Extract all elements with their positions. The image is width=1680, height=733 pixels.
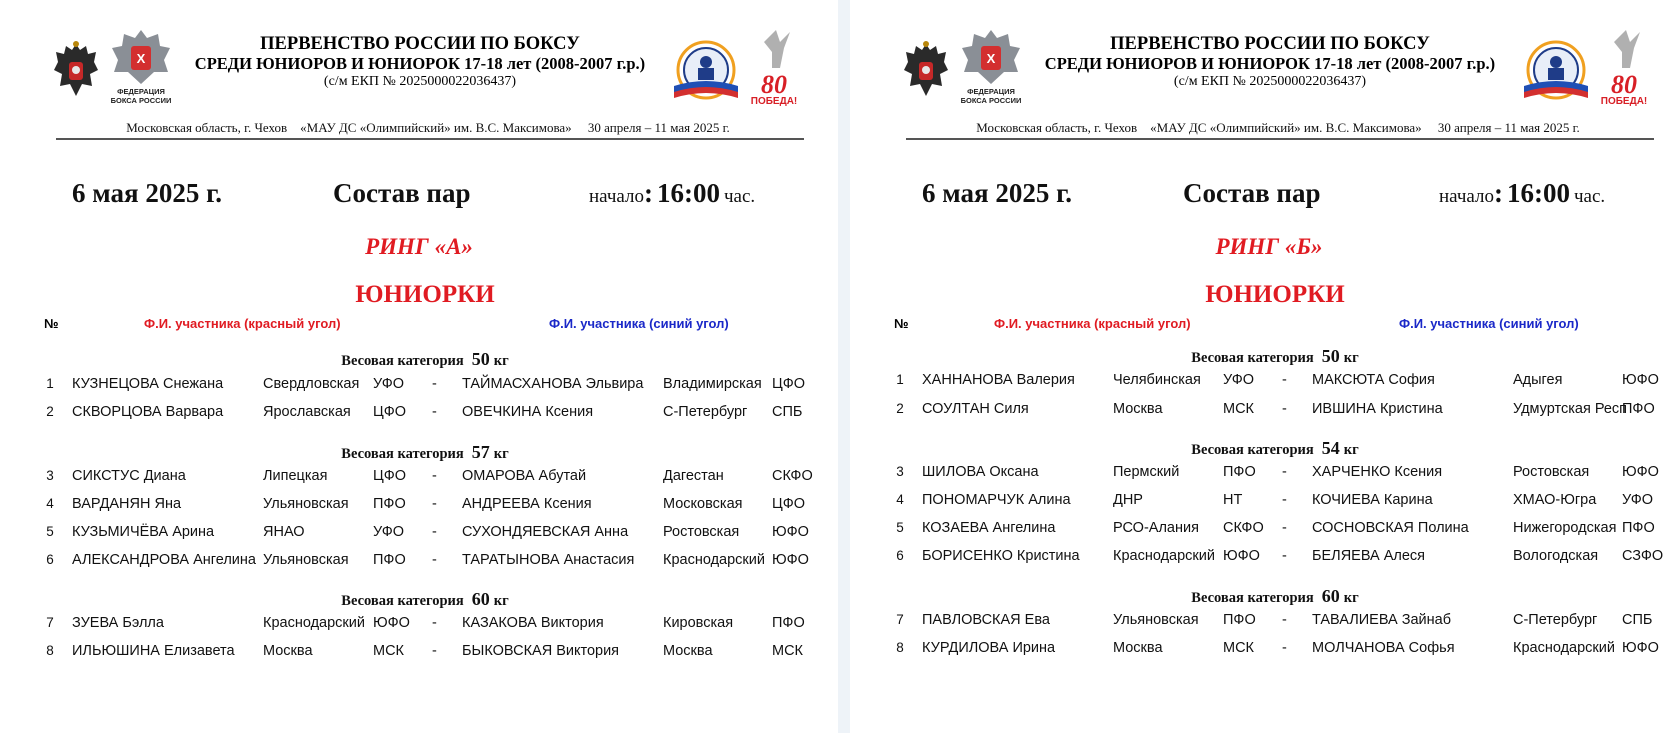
red-district: ПФО xyxy=(1223,464,1256,480)
red-district: ЦФО xyxy=(373,404,407,420)
bout-separator: - xyxy=(432,615,437,631)
blue-district: МСК xyxy=(772,643,803,659)
bout-row xyxy=(850,398,1680,420)
weight-value: 50 xyxy=(1321,346,1340,366)
blue-region: Адыгея xyxy=(1513,372,1563,388)
sheet-ring-a xyxy=(0,0,838,733)
red-name: БОРИСЕНКО Кристина xyxy=(922,548,1080,564)
red-region: РСО-Алания xyxy=(1113,520,1199,536)
column-number: № xyxy=(44,316,59,331)
red-district: ПФО xyxy=(1223,612,1256,628)
red-region: Ульяновская xyxy=(263,552,349,568)
red-region: Пермский xyxy=(1113,464,1180,480)
red-district: СКФО xyxy=(1223,520,1264,536)
column-blue-corner: Ф.И. участника (синий угол) xyxy=(1399,316,1579,331)
bout-number: 1 xyxy=(896,372,904,387)
blue-name: АНДРЕЕВА Ксения xyxy=(462,496,592,512)
header-subtitle: СРЕДИ ЮНИОРОВ И ЮНИОРОК 17-18 лет (2008-2007 г.р.) xyxy=(194,54,646,73)
bout-number: 5 xyxy=(896,520,904,535)
red-region: Свердловская xyxy=(263,376,360,392)
bout-row xyxy=(850,369,1680,391)
red-district: ПФО xyxy=(373,552,406,568)
red-name: КУЗЬМИЧЁВА Арина xyxy=(72,524,215,540)
bout-row xyxy=(0,465,838,487)
blue-district: УФО xyxy=(1622,492,1654,508)
blue-name: МАКСЮТА София xyxy=(1312,372,1435,388)
bout-number: 4 xyxy=(896,492,904,507)
bout-separator: - xyxy=(432,468,437,484)
blue-district: ЦФО xyxy=(772,496,806,512)
weight-label: Весовая категория xyxy=(341,353,464,369)
red-name: ПАВЛОВСКАЯ Ева xyxy=(922,612,1050,628)
blue-name: СУХОНДЯЕВСКАЯ Анна xyxy=(462,524,629,540)
blue-name: ТАВАЛИЕВА Зайнаб xyxy=(1312,612,1452,628)
start-colon: : xyxy=(1493,178,1503,208)
red-district: МСК xyxy=(1223,640,1254,656)
bout-number: 6 xyxy=(896,548,904,563)
weight-unit: кг xyxy=(1343,590,1359,606)
group-title: ЮНИОРКИ xyxy=(355,281,495,308)
header-subtitle: СРЕДИ ЮНИОРОВ И ЮНИОРОК 17-18 лет (2008-2007 г.р.) xyxy=(1044,54,1496,73)
svg-text:Х: Х xyxy=(136,51,146,66)
blue-district: СПБ xyxy=(772,404,803,420)
blue-region: С-Петербург xyxy=(1513,612,1598,628)
red-name: КОЗАЕВА Ангелина xyxy=(922,520,1056,536)
red-district: УФО xyxy=(1223,372,1255,388)
red-name: СОУЛТАН Силя xyxy=(922,401,1029,417)
bout-separator: - xyxy=(432,643,437,659)
blue-name: БЫКОВСКАЯ Виктория xyxy=(462,643,620,659)
blue-district: ПФО xyxy=(1622,401,1655,417)
weight-label: Весовая категория xyxy=(341,593,464,609)
red-region: Челябинская xyxy=(1113,372,1201,388)
blue-name: КОЧИЕВА Карина xyxy=(1312,492,1433,508)
coat-of-arms-icon xyxy=(52,40,100,102)
red-region: Липецкая xyxy=(263,468,328,484)
blue-district: СЗФО xyxy=(1622,548,1664,564)
weight-category xyxy=(0,348,850,372)
header-divider xyxy=(56,138,804,140)
blue-district: ЦФО xyxy=(772,376,806,392)
ofbmo-logo xyxy=(666,40,746,104)
blue-region: Удмуртская Респ xyxy=(1513,401,1628,417)
red-region: Краснодарский xyxy=(263,615,365,631)
weight-label: Весовая категория xyxy=(341,446,464,462)
federation-logo xyxy=(958,28,1024,110)
blue-name: ХАРЧЕНКО Ксения xyxy=(1312,464,1443,480)
weight-unit: кг xyxy=(493,593,509,609)
red-district: ЦФО xyxy=(373,468,407,484)
doc-title: Состав пар xyxy=(1183,178,1321,208)
header-title: ПЕРВЕНСТВО РОССИИ ПО БОКСУ xyxy=(260,34,580,54)
victory-80-logo xyxy=(750,28,798,110)
blue-region: Владимирская xyxy=(663,376,762,392)
doc-title: Состав пар xyxy=(333,178,471,208)
start-time xyxy=(1439,176,1605,215)
sheet-ring-b xyxy=(850,0,1680,733)
red-district: НТ xyxy=(1223,492,1243,508)
column-red-corner: Ф.И. участника (красный угол) xyxy=(144,316,341,331)
bout-row xyxy=(850,517,1680,539)
start-time-value: 16:00 xyxy=(1506,178,1570,208)
bout-number: 1 xyxy=(46,376,54,391)
start-time-value: 16:00 xyxy=(656,178,720,208)
start-label: начало xyxy=(589,186,644,207)
blue-district: СКФО xyxy=(772,468,813,484)
bout-separator: - xyxy=(432,524,437,540)
bout-row xyxy=(850,637,1680,659)
federation-caption: ФЕДЕРАЦИЯ БОКСА РОССИИ xyxy=(960,87,1022,105)
blue-name: КАЗАКОВА Виктория xyxy=(462,615,604,631)
weight-value: 50 xyxy=(471,349,490,369)
red-name: ХАННАНОВА Валерия xyxy=(922,372,1075,388)
anniversary-word: ПОБЕДА! xyxy=(1600,96,1648,107)
blue-name: БЕЛЯЕВА Алеся xyxy=(1312,548,1426,564)
bout-number: 2 xyxy=(46,404,54,419)
red-region: Москва xyxy=(1113,401,1163,417)
red-region: ЯНАО xyxy=(263,524,305,540)
red-name: ПОНОМАРЧУК Алина xyxy=(922,492,1071,508)
blue-district: ЮФО xyxy=(1622,372,1659,388)
blue-region: Москва xyxy=(663,643,713,659)
bout-row xyxy=(0,612,838,634)
blue-region: С-Петербург xyxy=(663,404,748,420)
event-date: 6 мая 2025 г. xyxy=(922,178,1073,208)
red-region: Ярославская xyxy=(263,404,351,420)
red-district: ЮФО xyxy=(1223,548,1260,564)
red-name: ШИЛОВА Оксана xyxy=(922,464,1039,480)
blue-region: Вологодская xyxy=(1513,548,1599,564)
blue-region: Дагестан xyxy=(663,468,724,484)
weight-value: 60 xyxy=(1321,586,1340,606)
bout-number: 8 xyxy=(46,643,54,658)
bout-separator: - xyxy=(432,404,437,420)
weight-unit: кг xyxy=(1343,350,1359,366)
weight-label: Весовая категория xyxy=(1191,442,1314,458)
bout-separator: - xyxy=(1282,401,1287,417)
column-blue-corner: Ф.И. участника (синий угол) xyxy=(549,316,729,331)
red-region: Ульяновская xyxy=(263,496,349,512)
red-name: СКВОРЦОВА Варвара xyxy=(72,404,224,420)
federation-caption: ФЕДЕРАЦИЯ БОКСА РОССИИ xyxy=(110,87,172,105)
start-unit: час. xyxy=(723,186,756,207)
header-title: ПЕРВЕНСТВО РОССИИ ПО БОКСУ xyxy=(1110,34,1430,54)
bout-row xyxy=(850,489,1680,511)
bout-row xyxy=(0,401,838,423)
red-district: УФО xyxy=(373,376,405,392)
victory-80-logo xyxy=(1600,28,1648,110)
red-district: МСК xyxy=(1223,401,1254,417)
blue-district: ЮФО xyxy=(1622,640,1659,656)
bout-row xyxy=(850,461,1680,483)
anniversary-number: 80 xyxy=(761,70,787,99)
weight-category xyxy=(850,585,1680,609)
red-region: Москва xyxy=(1113,640,1163,656)
blue-region: ХМАО-Югра xyxy=(1513,492,1597,508)
red-region: Москва xyxy=(263,643,313,659)
ring-title: РИНГ «А» xyxy=(365,234,473,259)
svg-text:Х: Х xyxy=(986,51,996,66)
red-region: Ульяновская xyxy=(1113,612,1199,628)
bout-separator: - xyxy=(1282,640,1287,656)
bout-number: 7 xyxy=(896,612,904,627)
bout-row xyxy=(0,373,838,395)
weight-unit: кг xyxy=(1343,442,1359,458)
ofbmo-logo xyxy=(1516,40,1596,104)
start-unit: час. xyxy=(1573,186,1606,207)
blue-region: Ростовская xyxy=(1513,464,1590,480)
red-name: СИКСТУС Диана xyxy=(72,468,186,484)
start-time xyxy=(589,176,755,215)
bout-number: 7 xyxy=(46,615,54,630)
red-region: Краснодарский xyxy=(1113,548,1215,564)
blue-region: Нижегородская xyxy=(1513,520,1617,536)
blue-region: Краснодарский xyxy=(1513,640,1615,656)
bout-number: 5 xyxy=(46,524,54,539)
blue-name: ТАРАТЫНОВА Анастасия xyxy=(462,552,635,568)
header-ekp: (с/м ЕКП № 2025000022036437) xyxy=(1173,74,1367,89)
bout-separator: - xyxy=(432,496,437,512)
weight-category xyxy=(0,588,850,612)
red-district: ЮФО xyxy=(373,615,410,631)
red-district: ПФО xyxy=(373,496,406,512)
red-region: ДНР xyxy=(1113,492,1143,508)
red-name: ЗУЕВА Бэлла xyxy=(72,615,164,631)
anniversary-word: ПОБЕДА! xyxy=(750,96,798,107)
bout-row xyxy=(850,609,1680,631)
blue-district: ЮФО xyxy=(1622,464,1659,480)
blue-district: ЮФО xyxy=(772,524,809,540)
bout-separator: - xyxy=(1282,372,1287,388)
header-divider xyxy=(906,138,1654,140)
blue-name: ОВЕЧКИНА Ксения xyxy=(462,404,594,420)
bout-separator: - xyxy=(432,376,437,392)
blue-region: Кировская xyxy=(663,615,734,631)
blue-district: ПФО xyxy=(772,615,805,631)
blue-name: ОМАРОВА Абутай xyxy=(462,468,587,484)
blue-district: СПБ xyxy=(1622,612,1653,628)
venue-line: Московская область, г. Чехов «МАУ ДС «Олимпийский» им. В.С. Максимова» 30 апреля – 11 мая 2025 г. xyxy=(126,120,730,135)
weight-value: 60 xyxy=(471,589,490,609)
federation-logo xyxy=(108,28,174,110)
red-district: УФО xyxy=(373,524,405,540)
column-red-corner: Ф.И. участника (красный угол) xyxy=(994,316,1191,331)
weight-label: Весовая категория xyxy=(1191,350,1314,366)
blue-region: Краснодарский xyxy=(663,552,765,568)
red-name: ВАРДАНЯН Яна xyxy=(72,496,182,512)
bout-row xyxy=(0,549,838,571)
weight-unit: кг xyxy=(493,446,509,462)
bout-separator: - xyxy=(432,552,437,568)
blue-name: СОСНОВСКАЯ Полина xyxy=(1312,520,1469,536)
bout-separator: - xyxy=(1282,492,1287,508)
red-name: КУЗНЕЦОВА Снежана xyxy=(72,376,224,392)
blue-name: ИВШИНА Кристина xyxy=(1312,401,1443,417)
blue-district: ПФО xyxy=(1622,520,1655,536)
bout-separator: - xyxy=(1282,464,1287,480)
weight-unit: кг xyxy=(493,353,509,369)
bout-number: 6 xyxy=(46,552,54,567)
red-name: КУРДИЛОВА Ирина xyxy=(922,640,1056,656)
red-name: АЛЕКСАНДРОВА Ангелина xyxy=(72,552,256,568)
bout-number: 3 xyxy=(46,468,54,483)
column-number: № xyxy=(894,316,909,331)
blue-district: ЮФО xyxy=(772,552,809,568)
blue-region: Ростовская xyxy=(663,524,740,540)
bout-row xyxy=(0,493,838,515)
weight-value: 57 xyxy=(471,442,490,462)
weight-category xyxy=(850,437,1680,461)
document-header xyxy=(180,34,660,90)
blue-name: МОЛЧАНОВА Софья xyxy=(1312,640,1455,656)
bout-separator: - xyxy=(1282,548,1287,564)
bout-number: 3 xyxy=(896,464,904,479)
header-ekp: (с/м ЕКП № 2025000022036437) xyxy=(323,74,517,89)
blue-name: ТАЙМАСХАНОВА Эльвира xyxy=(462,376,644,392)
coat-of-arms-icon xyxy=(902,40,950,102)
bout-separator: - xyxy=(1282,520,1287,536)
start-label: начало xyxy=(1439,186,1494,207)
bout-row xyxy=(0,521,838,543)
weight-category xyxy=(850,345,1680,369)
red-district: МСК xyxy=(373,643,404,659)
bout-number: 8 xyxy=(896,640,904,655)
bout-separator: - xyxy=(1282,612,1287,628)
group-title: ЮНИОРКИ xyxy=(1205,281,1345,308)
start-colon: : xyxy=(643,178,653,208)
bout-number: 2 xyxy=(896,401,904,416)
ring-title: РИНГ «Б» xyxy=(1215,234,1323,259)
blue-region: Московская xyxy=(663,496,743,512)
red-name: ИЛЬЮШИНА Елизавета xyxy=(72,643,235,659)
bout-row xyxy=(850,545,1680,567)
event-date: 6 мая 2025 г. xyxy=(72,178,223,208)
weight-label: Весовая категория xyxy=(1191,590,1314,606)
weight-category xyxy=(0,441,850,465)
venue-line: Московская область, г. Чехов «МАУ ДС «Олимпийский» им. В.С. Максимова» 30 апреля – 11 мая 2025 г. xyxy=(976,120,1580,135)
document-header xyxy=(1030,34,1510,90)
bout-row xyxy=(0,640,838,662)
weight-value: 54 xyxy=(1321,438,1340,458)
anniversary-number: 80 xyxy=(1611,70,1637,99)
bout-number: 4 xyxy=(46,496,54,511)
